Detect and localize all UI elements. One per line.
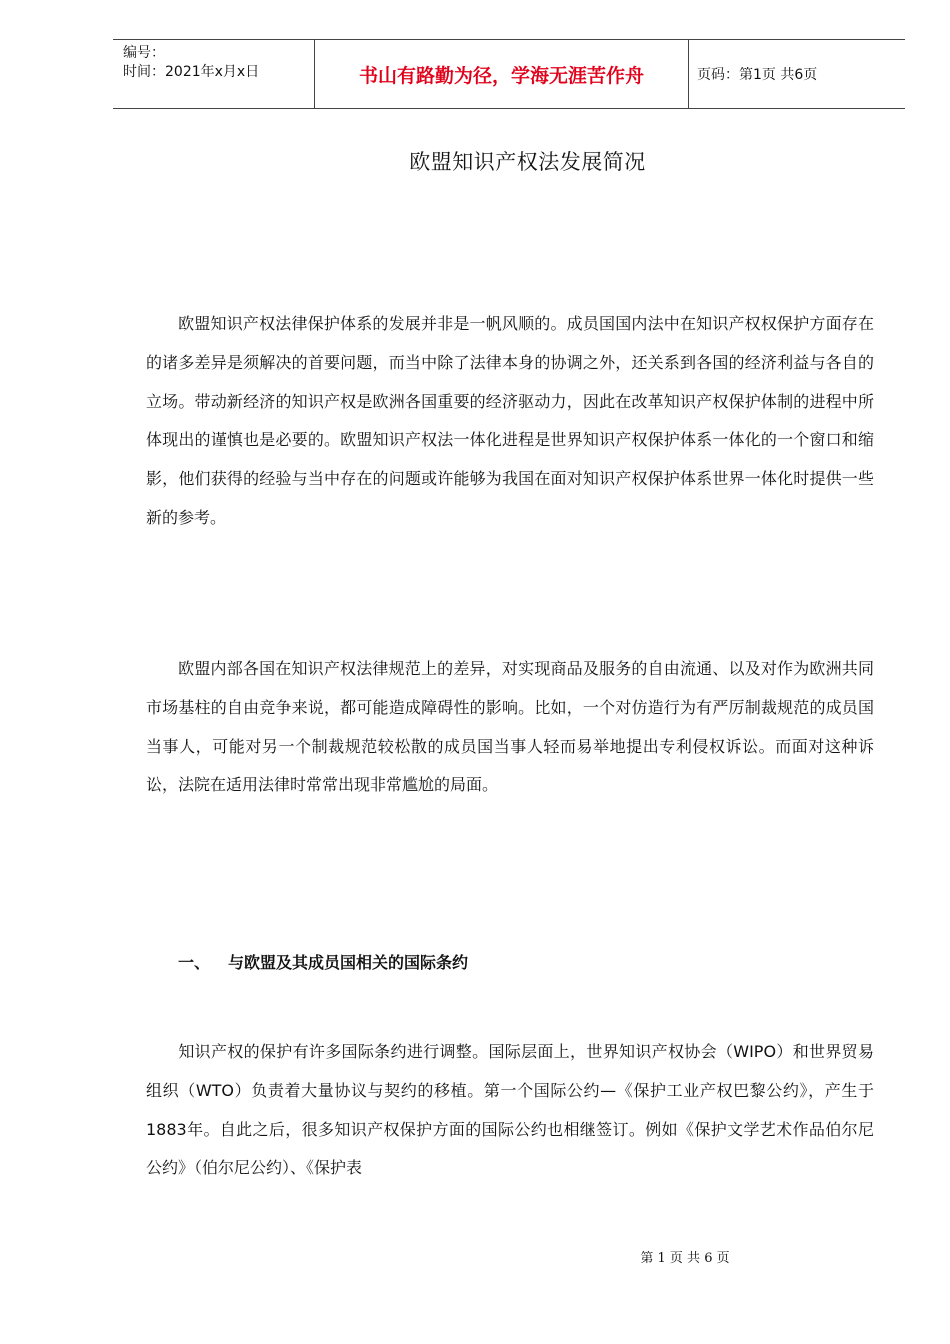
serial-number-label: 编号：	[123, 45, 165, 61]
paragraph-2-text: 欧盟内部各国在知识产权法律规范上的差异，对实现商品及服务的自由流通、以及对作为欧洲共同市场基柱的自由竞争来说，都可能造成障碍性的影响。比如，一个对仿造行为有严厉制裁规范的成员国当事人，可能对另一个制裁规范较松散的成员国当事人轻而易举地提出专利侵权诉讼。而面对这种诉讼，法院在适用法律时常常出现非常尴尬的局面。	[146, 659, 874, 795]
paragraph-1	[146, 305, 874, 538]
header-page-info: 页码：第1页 共6页	[697, 67, 818, 83]
section-number: 一、	[178, 953, 211, 972]
paragraph-3	[146, 1033, 874, 1188]
paragraph-2	[146, 650, 874, 805]
section-heading	[178, 950, 468, 973]
paragraph-3-text: 知识产权的保护有许多国际条约进行调整。国际层面上，世界知识产权协会（WIPO）和世界贸易组织（WTO）负责着大量协议与契约的移植。第一个国际公约—《保护工业产权巴黎公约》，产生于1883年。自此之后，很多知识产权保护方面的国际公约也相继签订。例如《保护文学艺术作品伯尔尼公约》（伯尔尼公约）、《保护表	[146, 1042, 874, 1178]
header-table	[113, 39, 905, 109]
page-footer: 第 1 页 共 6 页	[640, 1251, 730, 1266]
paragraph-1-text: 欧盟知识产权法律保护体系的发展并非是一帆风顺的。成员国国内法中在知识产权权保护方面存在的诸多差异是须解决的首要问题，而当中除了法律本身的协调之外，还关系到各国的经济利益与各自的立场。带动新经济的知识产权是欧洲各国重要的经济驱动力，因此在改革知识产权保护体制的进程中所体现出的谨慎也是必要的。欧盟知识产权法一体化进程是世界知识产权保护体系一体化的一个窗口和缩影，他们获得的经验与当中存在的问题或许能够为我国在面对知识产权保护体系世界一体化时提供一些新的参考。	[146, 314, 874, 527]
header-motto: 书山有路勤为径，学海无涯苦作舟	[315, 40, 689, 108]
header-meta-cell	[113, 40, 315, 108]
section-heading-text: 与欧盟及其成员国相关的国际条约	[228, 953, 469, 972]
time-label: 时间：2021年x月x日	[123, 64, 260, 80]
document-title: 欧盟知识产权法发展简况	[409, 150, 646, 174]
